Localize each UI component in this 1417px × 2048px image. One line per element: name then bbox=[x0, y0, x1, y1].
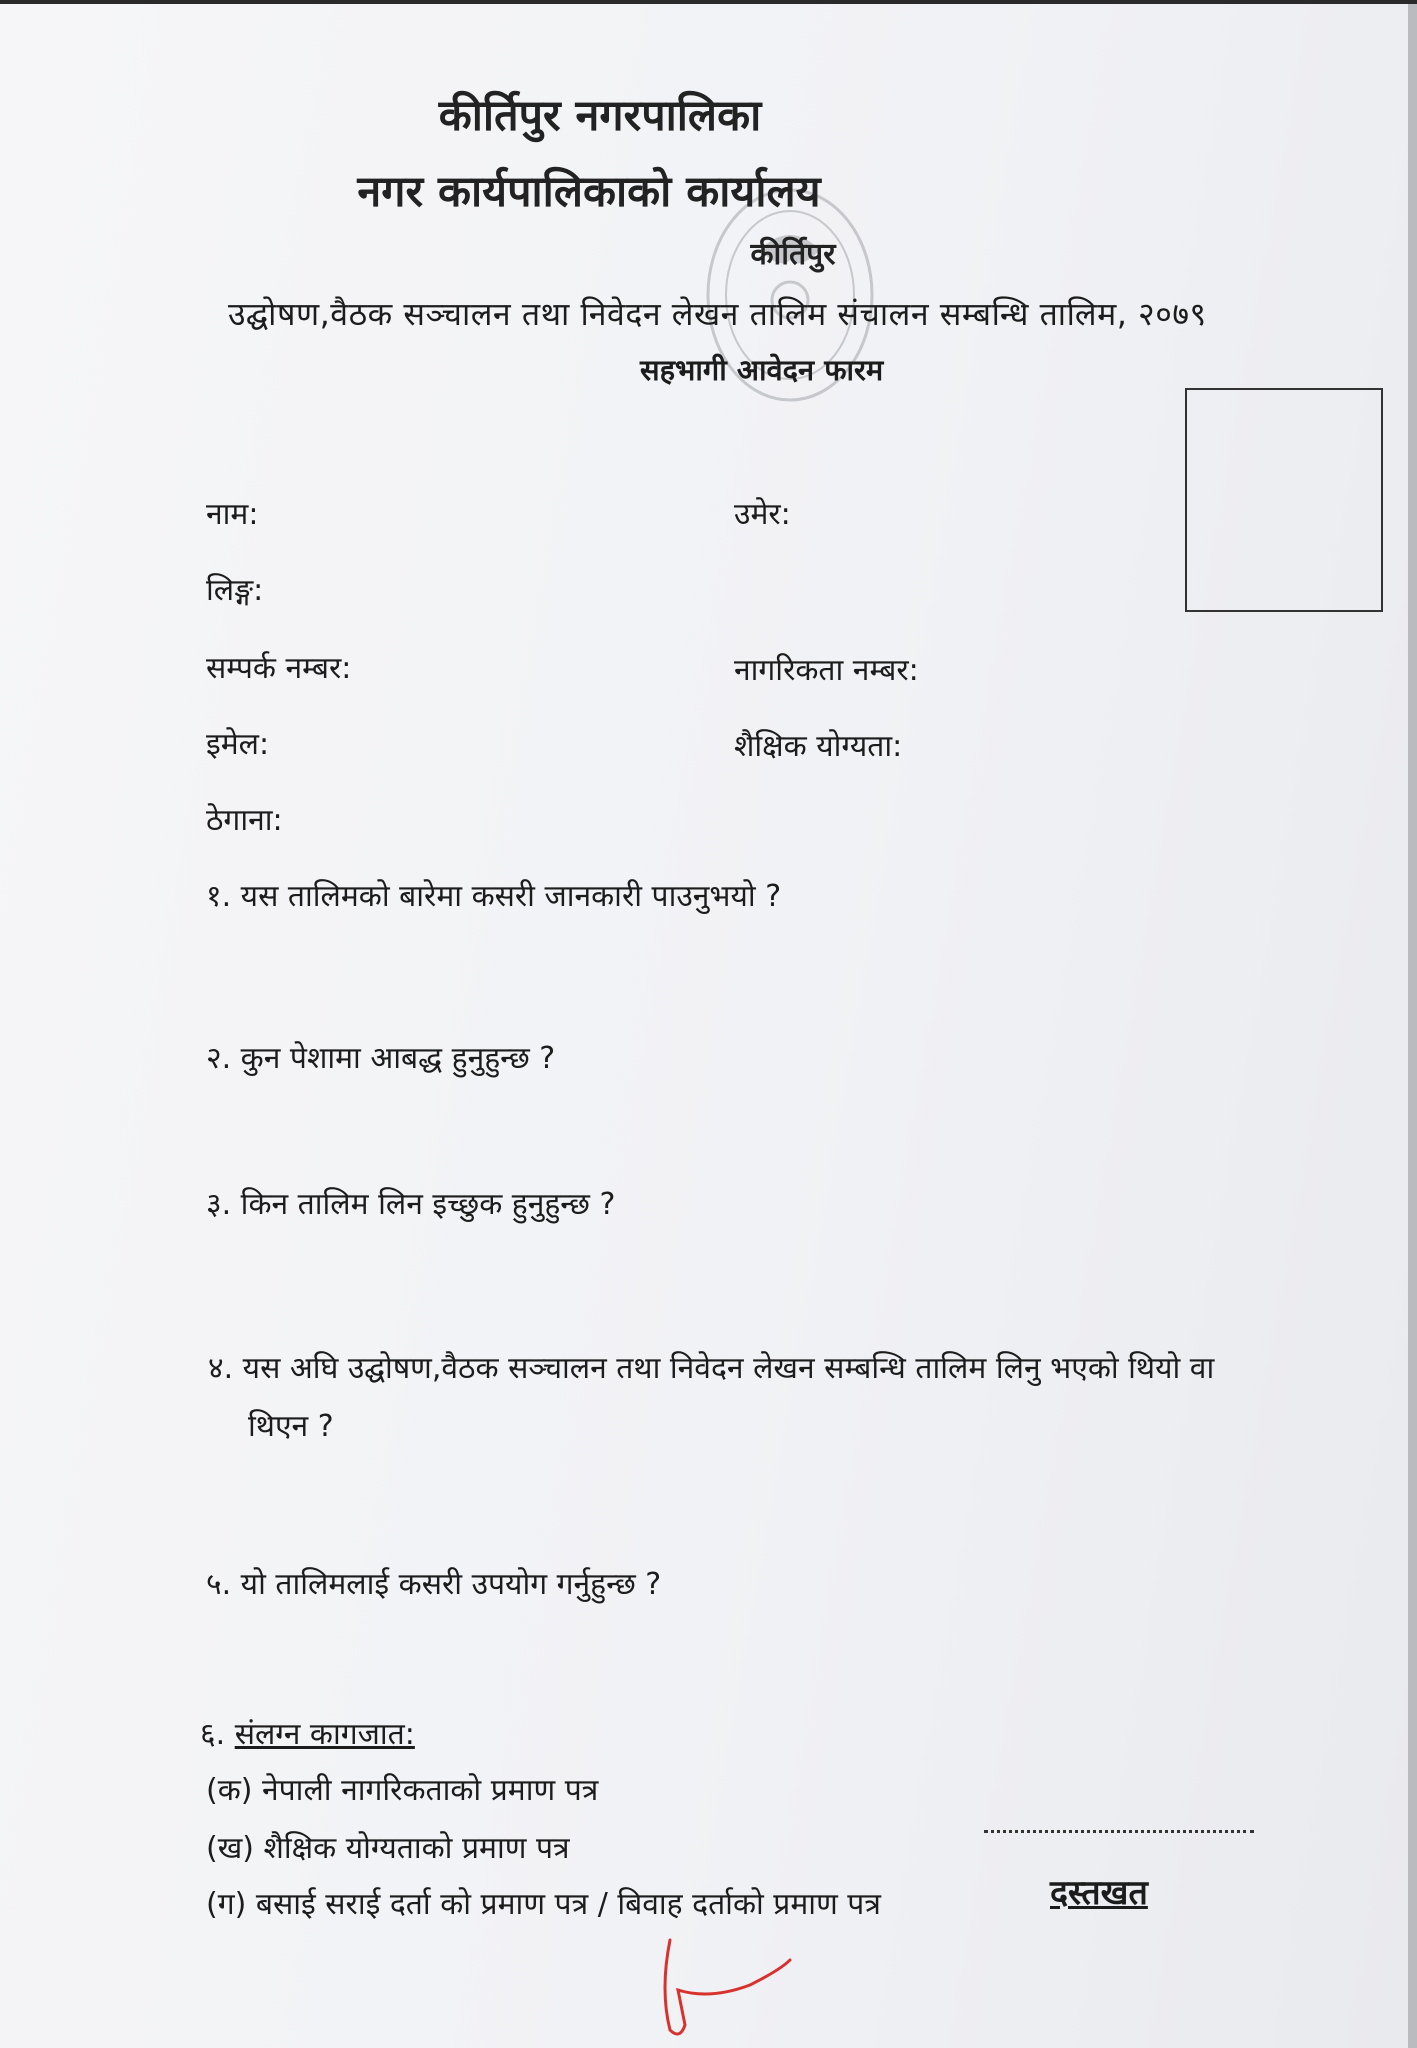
email-field-label: इमेल: bbox=[206, 727, 270, 762]
attachments-heading-text: संलग्न कागजात: bbox=[234, 1717, 415, 1752]
citizenship-number-field-label: नागरिकता नम्बर: bbox=[734, 653, 919, 688]
age-field-label: उमेर: bbox=[734, 497, 791, 532]
paper-edge bbox=[1408, 0, 1417, 2048]
photo-box[interactable] bbox=[1185, 388, 1383, 612]
question-4-line-2: थिएन ? bbox=[248, 1409, 334, 1444]
question-1: १. यस तालिमको बारेमा कसरी जानकारी पाउनुभयो ? bbox=[206, 879, 782, 914]
contact-number-field-label: सम्पर्क नम्बर: bbox=[206, 651, 352, 686]
form-title: सहभागी आवेदन फारम bbox=[640, 353, 884, 387]
question-2: २. कुन पेशामा आबद्ध हुनुहुन्छ ? bbox=[206, 1041, 556, 1076]
signature-label: दस्तखत bbox=[1050, 1873, 1148, 1913]
top-border bbox=[0, 0, 1417, 4]
address-field-label: ठेगाना: bbox=[206, 803, 283, 838]
place-name: कीर्तिपुर bbox=[750, 237, 836, 272]
attachment-item: (ग) बसाई सराई दर्ता को प्रमाण पत्र / बिवाह दर्ताको प्रमाण पत्र bbox=[206, 1887, 881, 1922]
attachment-item: (ख) शैक्षिक योग्यताको प्रमाण पत्र bbox=[206, 1831, 570, 1866]
question-5: ५. यो तालिमलाई कसरी उपयोग गर्नुहुन्छ ? bbox=[206, 1567, 662, 1602]
question-4-line-1: ४. यस अघि उद्घोषण,वैठक सञ्चालन तथा निवेदन लेखन सम्बन्धि तालिम लिनु भएको थियो वा bbox=[208, 1351, 1215, 1386]
attachments-number: ६. bbox=[200, 1717, 226, 1752]
question-4 bbox=[208, 1340, 1328, 1456]
attachments-heading bbox=[200, 1712, 415, 1753]
municipality-name: कीर्तिपुर नगरपालिका bbox=[438, 91, 762, 141]
signature-line[interactable] bbox=[984, 1820, 1254, 1833]
handwritten-signature-icon bbox=[640, 1930, 810, 2040]
education-field-label: शैक्षिक योग्यता: bbox=[734, 729, 903, 764]
office-name: नगर कार्यपालिकाको कार्यालय bbox=[357, 167, 821, 217]
gender-field-label: लिङ्ग: bbox=[206, 573, 264, 608]
attachment-item: (क) नेपाली नागरिकताको प्रमाण पत्र bbox=[206, 1773, 599, 1808]
training-title: उद्घोषण,वैठक सञ्चालन तथा निवेदन लेखन तालिम संचालन सम्बन्धि तालिम, २०७९ bbox=[228, 295, 1207, 333]
name-field-label: नाम: bbox=[206, 497, 259, 532]
question-3: ३. किन तालिम लिन इच्छुक हुनुहुन्छ ? bbox=[206, 1187, 616, 1222]
